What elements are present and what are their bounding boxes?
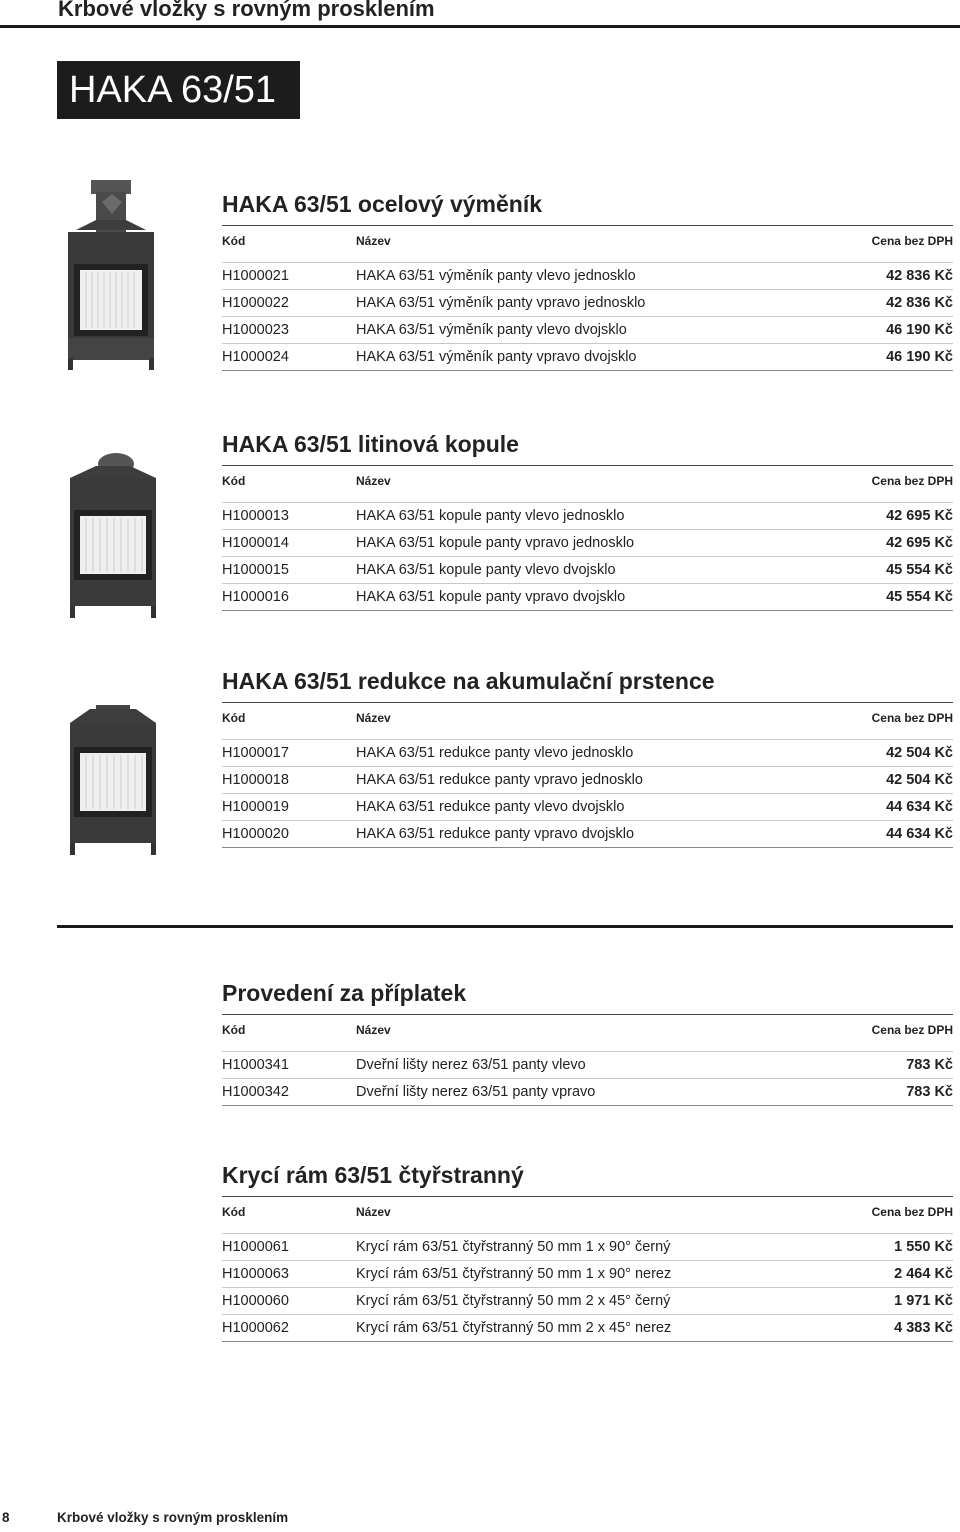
table-row bbox=[222, 1314, 953, 1342]
row-name: Krycí rám 63/51 čtyřstranný 50 mm 2 x 45° nerez bbox=[356, 1320, 672, 1336]
row-code: H1000019 bbox=[222, 799, 289, 815]
col-price-header: Cena bez DPH bbox=[871, 234, 953, 248]
row-price: 42 836 Kč bbox=[886, 268, 953, 284]
row-code: H1000017 bbox=[222, 745, 289, 761]
section-title: HAKA 63/51 litinová kopule bbox=[222, 431, 519, 457]
section-title: HAKA 63/51 redukce na akumulační prstence bbox=[222, 668, 715, 694]
table-row bbox=[222, 1233, 953, 1260]
col-code-header: Kód bbox=[222, 1023, 246, 1037]
row-code: H1000013 bbox=[222, 508, 289, 524]
row-code: H1000063 bbox=[222, 1266, 289, 1282]
col-code-header: Kód bbox=[222, 1205, 246, 1219]
row-name: HAKA 63/51 redukce panty vlevo dvojsklo bbox=[356, 799, 625, 815]
table-row bbox=[222, 343, 953, 371]
row-name: HAKA 63/51 výměník panty vlevo jednosklo bbox=[356, 268, 636, 284]
row-code: H1000024 bbox=[222, 349, 289, 365]
row-price: 42 836 Kč bbox=[886, 295, 953, 311]
section-frame bbox=[222, 1160, 953, 1342]
row-code: H1000062 bbox=[222, 1320, 289, 1336]
row-code: H1000061 bbox=[222, 1239, 289, 1255]
row-name: HAKA 63/51 výměník panty vlevo dvojsklo bbox=[356, 322, 627, 338]
table-row bbox=[222, 793, 953, 820]
table-row bbox=[222, 1078, 953, 1106]
row-price: 42 504 Kč bbox=[886, 772, 953, 788]
row-price: 1 550 Kč bbox=[894, 1239, 953, 1255]
table-row bbox=[222, 739, 953, 766]
col-price-header: Cena bez DPH bbox=[871, 1023, 953, 1037]
section-divider bbox=[57, 925, 953, 928]
table-header bbox=[222, 1196, 953, 1227]
table-header bbox=[222, 465, 953, 496]
table-header bbox=[222, 702, 953, 733]
row-name: Dveřní lišty nerez 63/51 panty vlevo bbox=[356, 1057, 586, 1073]
page-header-title: Krbové vložky s rovným prosklením bbox=[58, 0, 435, 21]
table-row bbox=[222, 1260, 953, 1287]
table-row bbox=[222, 583, 953, 611]
table-row bbox=[222, 556, 953, 583]
row-price: 44 634 Kč bbox=[886, 826, 953, 842]
page-number: 8 bbox=[2, 1510, 10, 1525]
row-name: HAKA 63/51 výměník panty vpravo jednosklo bbox=[356, 295, 646, 311]
col-code-header: Kód bbox=[222, 711, 246, 725]
row-price: 2 464 Kč bbox=[894, 1266, 953, 1282]
col-name-header: Název bbox=[356, 711, 391, 725]
section-dome bbox=[222, 429, 953, 611]
row-name: Krycí rám 63/51 čtyřstranný 50 mm 2 x 45° černý bbox=[356, 1293, 671, 1309]
row-name: Krycí rám 63/51 čtyřstranný 50 mm 1 x 90° černý bbox=[356, 1239, 671, 1255]
row-name: Krycí rám 63/51 čtyřstranný 50 mm 1 x 90° nerez bbox=[356, 1266, 672, 1282]
row-name: HAKA 63/51 redukce panty vpravo jednosklo bbox=[356, 772, 643, 788]
row-price: 783 Kč bbox=[906, 1084, 953, 1100]
row-code: H1000342 bbox=[222, 1084, 289, 1100]
table-row bbox=[222, 289, 953, 316]
section-title: HAKA 63/51 ocelový výměník bbox=[222, 191, 543, 217]
footer-title: Krbové vložky s rovným prosklením bbox=[57, 1510, 289, 1525]
fireplace-exchanger-image bbox=[66, 180, 156, 370]
row-price: 46 190 Kč bbox=[886, 322, 953, 338]
row-price: 44 634 Kč bbox=[886, 799, 953, 815]
row-price: 45 554 Kč bbox=[886, 562, 953, 578]
fireplace-reduction-image bbox=[66, 705, 160, 855]
row-code: H1000341 bbox=[222, 1057, 289, 1073]
table-header bbox=[222, 1014, 953, 1045]
col-name-header: Název bbox=[356, 474, 391, 488]
row-code: H1000015 bbox=[222, 562, 289, 578]
row-code: H1000016 bbox=[222, 589, 289, 605]
row-code: H1000014 bbox=[222, 535, 289, 551]
row-name: HAKA 63/51 kopule panty vlevo jednosklo bbox=[356, 508, 625, 524]
col-name-header: Název bbox=[356, 234, 391, 248]
table-row bbox=[222, 529, 953, 556]
row-price: 46 190 Kč bbox=[886, 349, 953, 365]
col-price-header: Cena bez DPH bbox=[871, 1205, 953, 1219]
row-name: HAKA 63/51 výměník panty vpravo dvojsklo bbox=[356, 349, 637, 365]
row-code: H1000022 bbox=[222, 295, 289, 311]
table-row bbox=[222, 1287, 953, 1314]
row-price: 4 383 Kč bbox=[894, 1320, 953, 1336]
col-price-header: Cena bez DPH bbox=[871, 711, 953, 725]
section-exchanger bbox=[222, 189, 953, 371]
row-code: H1000020 bbox=[222, 826, 289, 842]
table-row bbox=[222, 502, 953, 529]
row-name: HAKA 63/51 kopule panty vpravo dvojsklo bbox=[356, 589, 626, 605]
section-title: Provedení za příplatek bbox=[222, 980, 467, 1006]
header-divider bbox=[0, 25, 960, 28]
row-price: 1 971 Kč bbox=[894, 1293, 953, 1309]
col-code-header: Kód bbox=[222, 474, 246, 488]
row-name: Dveřní lišty nerez 63/51 panty vpravo bbox=[356, 1084, 596, 1100]
section-title: Krycí rám 63/51 čtyřstranný bbox=[222, 1162, 524, 1188]
row-price: 45 554 Kč bbox=[886, 589, 953, 605]
row-price: 783 Kč bbox=[906, 1057, 953, 1073]
col-name-header: Název bbox=[356, 1205, 391, 1219]
row-code: H1000018 bbox=[222, 772, 289, 788]
table-row bbox=[222, 316, 953, 343]
row-code: H1000021 bbox=[222, 268, 289, 284]
table-header bbox=[222, 225, 953, 256]
row-code: H1000060 bbox=[222, 1293, 289, 1309]
row-price: 42 695 Kč bbox=[886, 508, 953, 524]
section-reduction bbox=[222, 666, 953, 848]
row-price: 42 504 Kč bbox=[886, 745, 953, 761]
row-code: H1000023 bbox=[222, 322, 289, 338]
row-price: 42 695 Kč bbox=[886, 535, 953, 551]
row-name: HAKA 63/51 redukce panty vpravo dvojsklo bbox=[356, 826, 635, 842]
model-name-banner: HAKA 63/51 bbox=[57, 61, 300, 119]
section-surcharge bbox=[222, 978, 953, 1106]
row-name: HAKA 63/51 redukce panty vlevo jednosklo bbox=[356, 745, 634, 761]
col-price-header: Cena bez DPH bbox=[871, 474, 953, 488]
table-row bbox=[222, 820, 953, 848]
fireplace-dome-image bbox=[66, 452, 160, 618]
col-name-header: Název bbox=[356, 1023, 391, 1037]
table-row bbox=[222, 766, 953, 793]
table-row bbox=[222, 1051, 953, 1078]
row-name: HAKA 63/51 kopule panty vpravo jednosklo bbox=[356, 535, 635, 551]
table-row bbox=[222, 262, 953, 289]
row-name: HAKA 63/51 kopule panty vlevo dvojsklo bbox=[356, 562, 616, 578]
col-code-header: Kód bbox=[222, 234, 246, 248]
